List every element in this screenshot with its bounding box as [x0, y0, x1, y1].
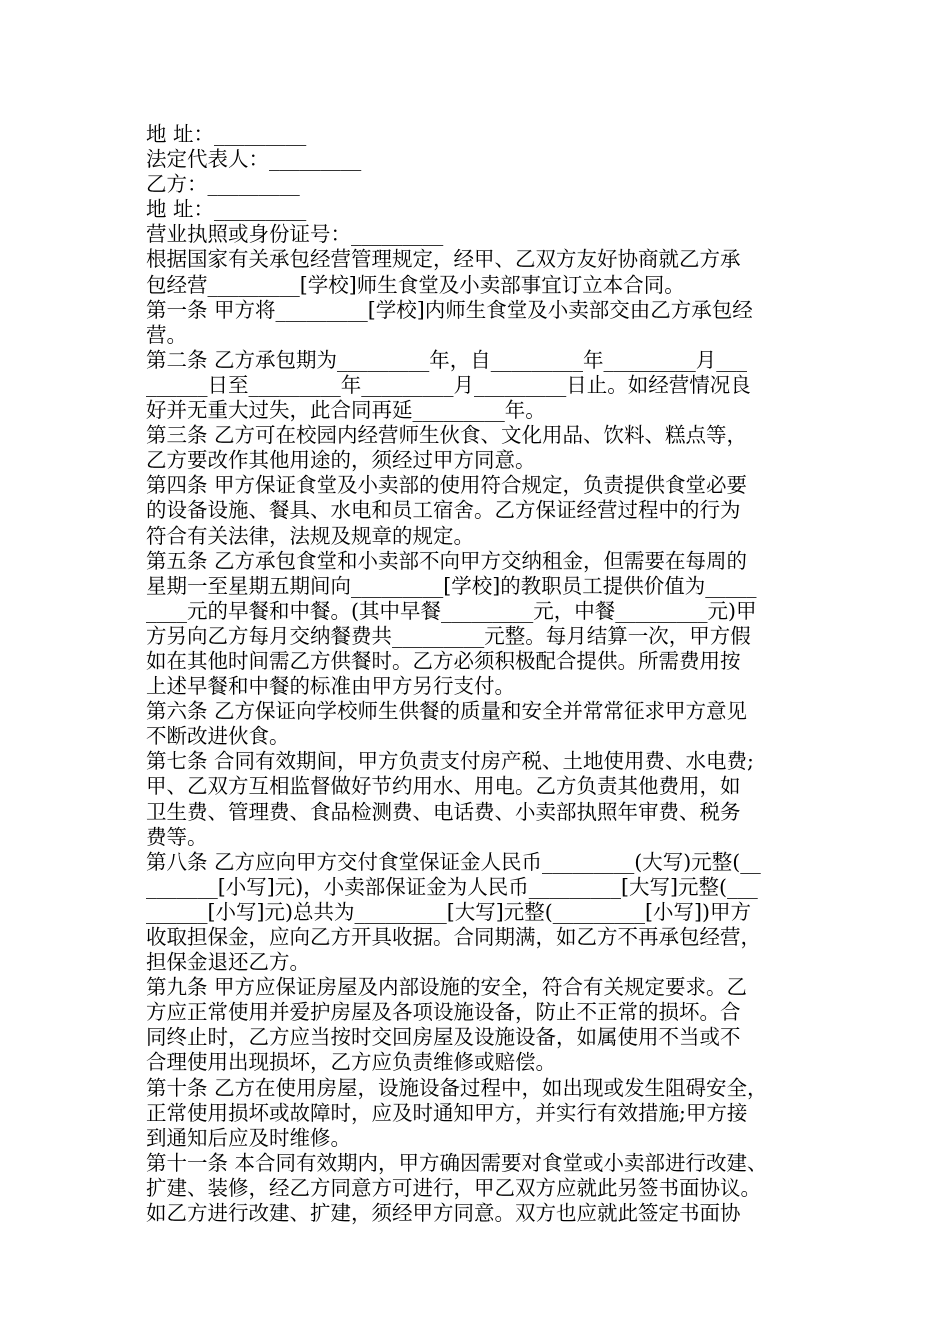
license-or-id-field: 营业执照或身份证号：_________ [146, 222, 444, 247]
article-6 [146, 699, 818, 749]
text-line: ____元的早餐和中餐。(其中早餐_________元，中餐_________元)甲 [146, 598, 757, 623]
text-line: 好并无重大过失，此合同再延_________年。 [146, 398, 546, 423]
contract-page [146, 122, 818, 1226]
text-line: 的设备设施、餐具、水电和员工宿舍。乙方保证经营过程中的行为 [146, 498, 741, 523]
party-b-address-field: 地 址：_________ [146, 197, 307, 222]
article-2 [146, 348, 818, 423]
text-line: 星期一至星期五期间向_________[学校]的教职员工提供价值为_____ [146, 573, 757, 598]
text-line: 乙方要改作其他用途的，须经过甲方同意。 [146, 448, 536, 473]
text-line: 如乙方进行改建、扩建，须经甲方同意。双方也应就此签定书面协 [146, 1201, 741, 1226]
text-line: 合理使用出现损坏，乙方应负责维修或赔偿。 [146, 1050, 556, 1075]
text-line: ______日至_________年_________月_________日止。如经营情况良 [146, 372, 751, 397]
text-line: 同终止时，乙方应当按时交回房屋及设施设备，如属使用不当或不 [146, 1025, 741, 1050]
text-line: 第六条 乙方保证向学校师生供餐的质量和安全并常常征求甲方意见 [146, 699, 748, 724]
text-line: 不断改进伙食。 [146, 724, 290, 749]
text-line: 费等。 [146, 824, 208, 849]
text-line: 扩建、装修，经乙方同意方可进行，甲乙双方应就此另签书面协议。 [146, 1175, 761, 1200]
party-b-field: 乙方：_________ [146, 172, 300, 197]
text-line: 第五条 乙方承包食堂和小卖部不向甲方交纳租金，但需要在每周的 [146, 548, 748, 573]
text-line: 第十一条 本合同有效期内，甲方确因需要对食堂或小卖部进行改建、 [146, 1150, 768, 1175]
article-4 [146, 473, 818, 548]
article-3 [146, 423, 818, 473]
article-7 [146, 749, 818, 849]
text-line: 第八条 乙方应向甲方交付食堂保证金人民币_________(大写)元整(__ [146, 849, 761, 874]
article-1 [146, 298, 818, 348]
text-line: 如在其他时间需乙方供餐时。乙方必须积极配合提供。所需费用按 [146, 648, 741, 673]
text-line: 第二条 乙方承包期为_________年，自_________年_________月___ [146, 347, 748, 372]
header-fields [146, 122, 818, 247]
text-line: 第四条 甲方保证食堂及小卖部的使用符合规定，负责提供食堂必要 [146, 473, 748, 498]
text-line: _______[小写]元)，小卖部保证金为人民币_________[大写]元整(___ [146, 874, 758, 899]
legal-representative-field: 法定代表人：_________ [146, 147, 362, 172]
text-line: 到通知后应及时维修。 [146, 1125, 351, 1150]
party-a-address-field: 地 址：_________ [146, 122, 307, 146]
text-line: 第三条 乙方可在校园内经营师生伙食、文化用品、饮料、糕点等， [146, 423, 748, 448]
text-line: ______[小写]元)总共为_________[大写]元整(_________[小写])甲方 [146, 899, 751, 924]
intro-paragraph [146, 247, 818, 297]
article-11 [146, 1151, 818, 1226]
text-line: 符合有关法律，法规及规章的规定。 [146, 523, 474, 548]
text-line: 方另向乙方每月交纳餐费共_________元整。每月结算一次，甲方假 [146, 623, 751, 648]
article-10 [146, 1076, 818, 1151]
text-line: 包经营_________[学校]师生食堂及小卖部事宜订立本合同。 [146, 272, 685, 297]
article-5 [146, 549, 818, 700]
text-line: 甲、乙双方互相监督做好节约用水、用电。乙方负责其他费用，如 [146, 774, 741, 799]
article-9 [146, 975, 818, 1075]
text-line: 第七条 合同有效期间，甲方负责支付房产税、土地使用费、水电费; [146, 749, 754, 774]
text-line: 上述早餐和中餐的标准由甲方另行支付。 [146, 674, 515, 699]
text-line: 卫生费、管理费、食品检测费、电话费、小卖部执照年审费、税务 [146, 799, 741, 824]
text-line: 营。 [146, 322, 187, 347]
text-line: 担保金退还乙方。 [146, 950, 310, 975]
text-line: 正常使用损坏或故障时，应及时通知甲方，并实行有效措施;甲方接 [146, 1100, 748, 1125]
text-line: 第九条 甲方应保证房屋及内部设施的安全，符合有关规定要求。乙 [146, 975, 748, 1000]
text-line: 第一条 甲方将_________[学校]内师生食堂及小卖部交由乙方承包经 [146, 297, 753, 322]
text-line: 收取担保金，应向乙方开具收据。合同期满，如乙方不再承包经营， [146, 925, 761, 949]
text-line: 根据国家有关承包经营管理规定，经甲、乙双方友好协商就乙方承 [146, 247, 741, 272]
text-line: 方应正常使用并爱护房屋及各项设施设备，防止不正常的损坏。合 [146, 1000, 741, 1025]
article-8 [146, 850, 818, 975]
text-line: 第十条 乙方在使用房屋，设施设备过程中，如出现或发生阻碍安全， [146, 1075, 768, 1100]
